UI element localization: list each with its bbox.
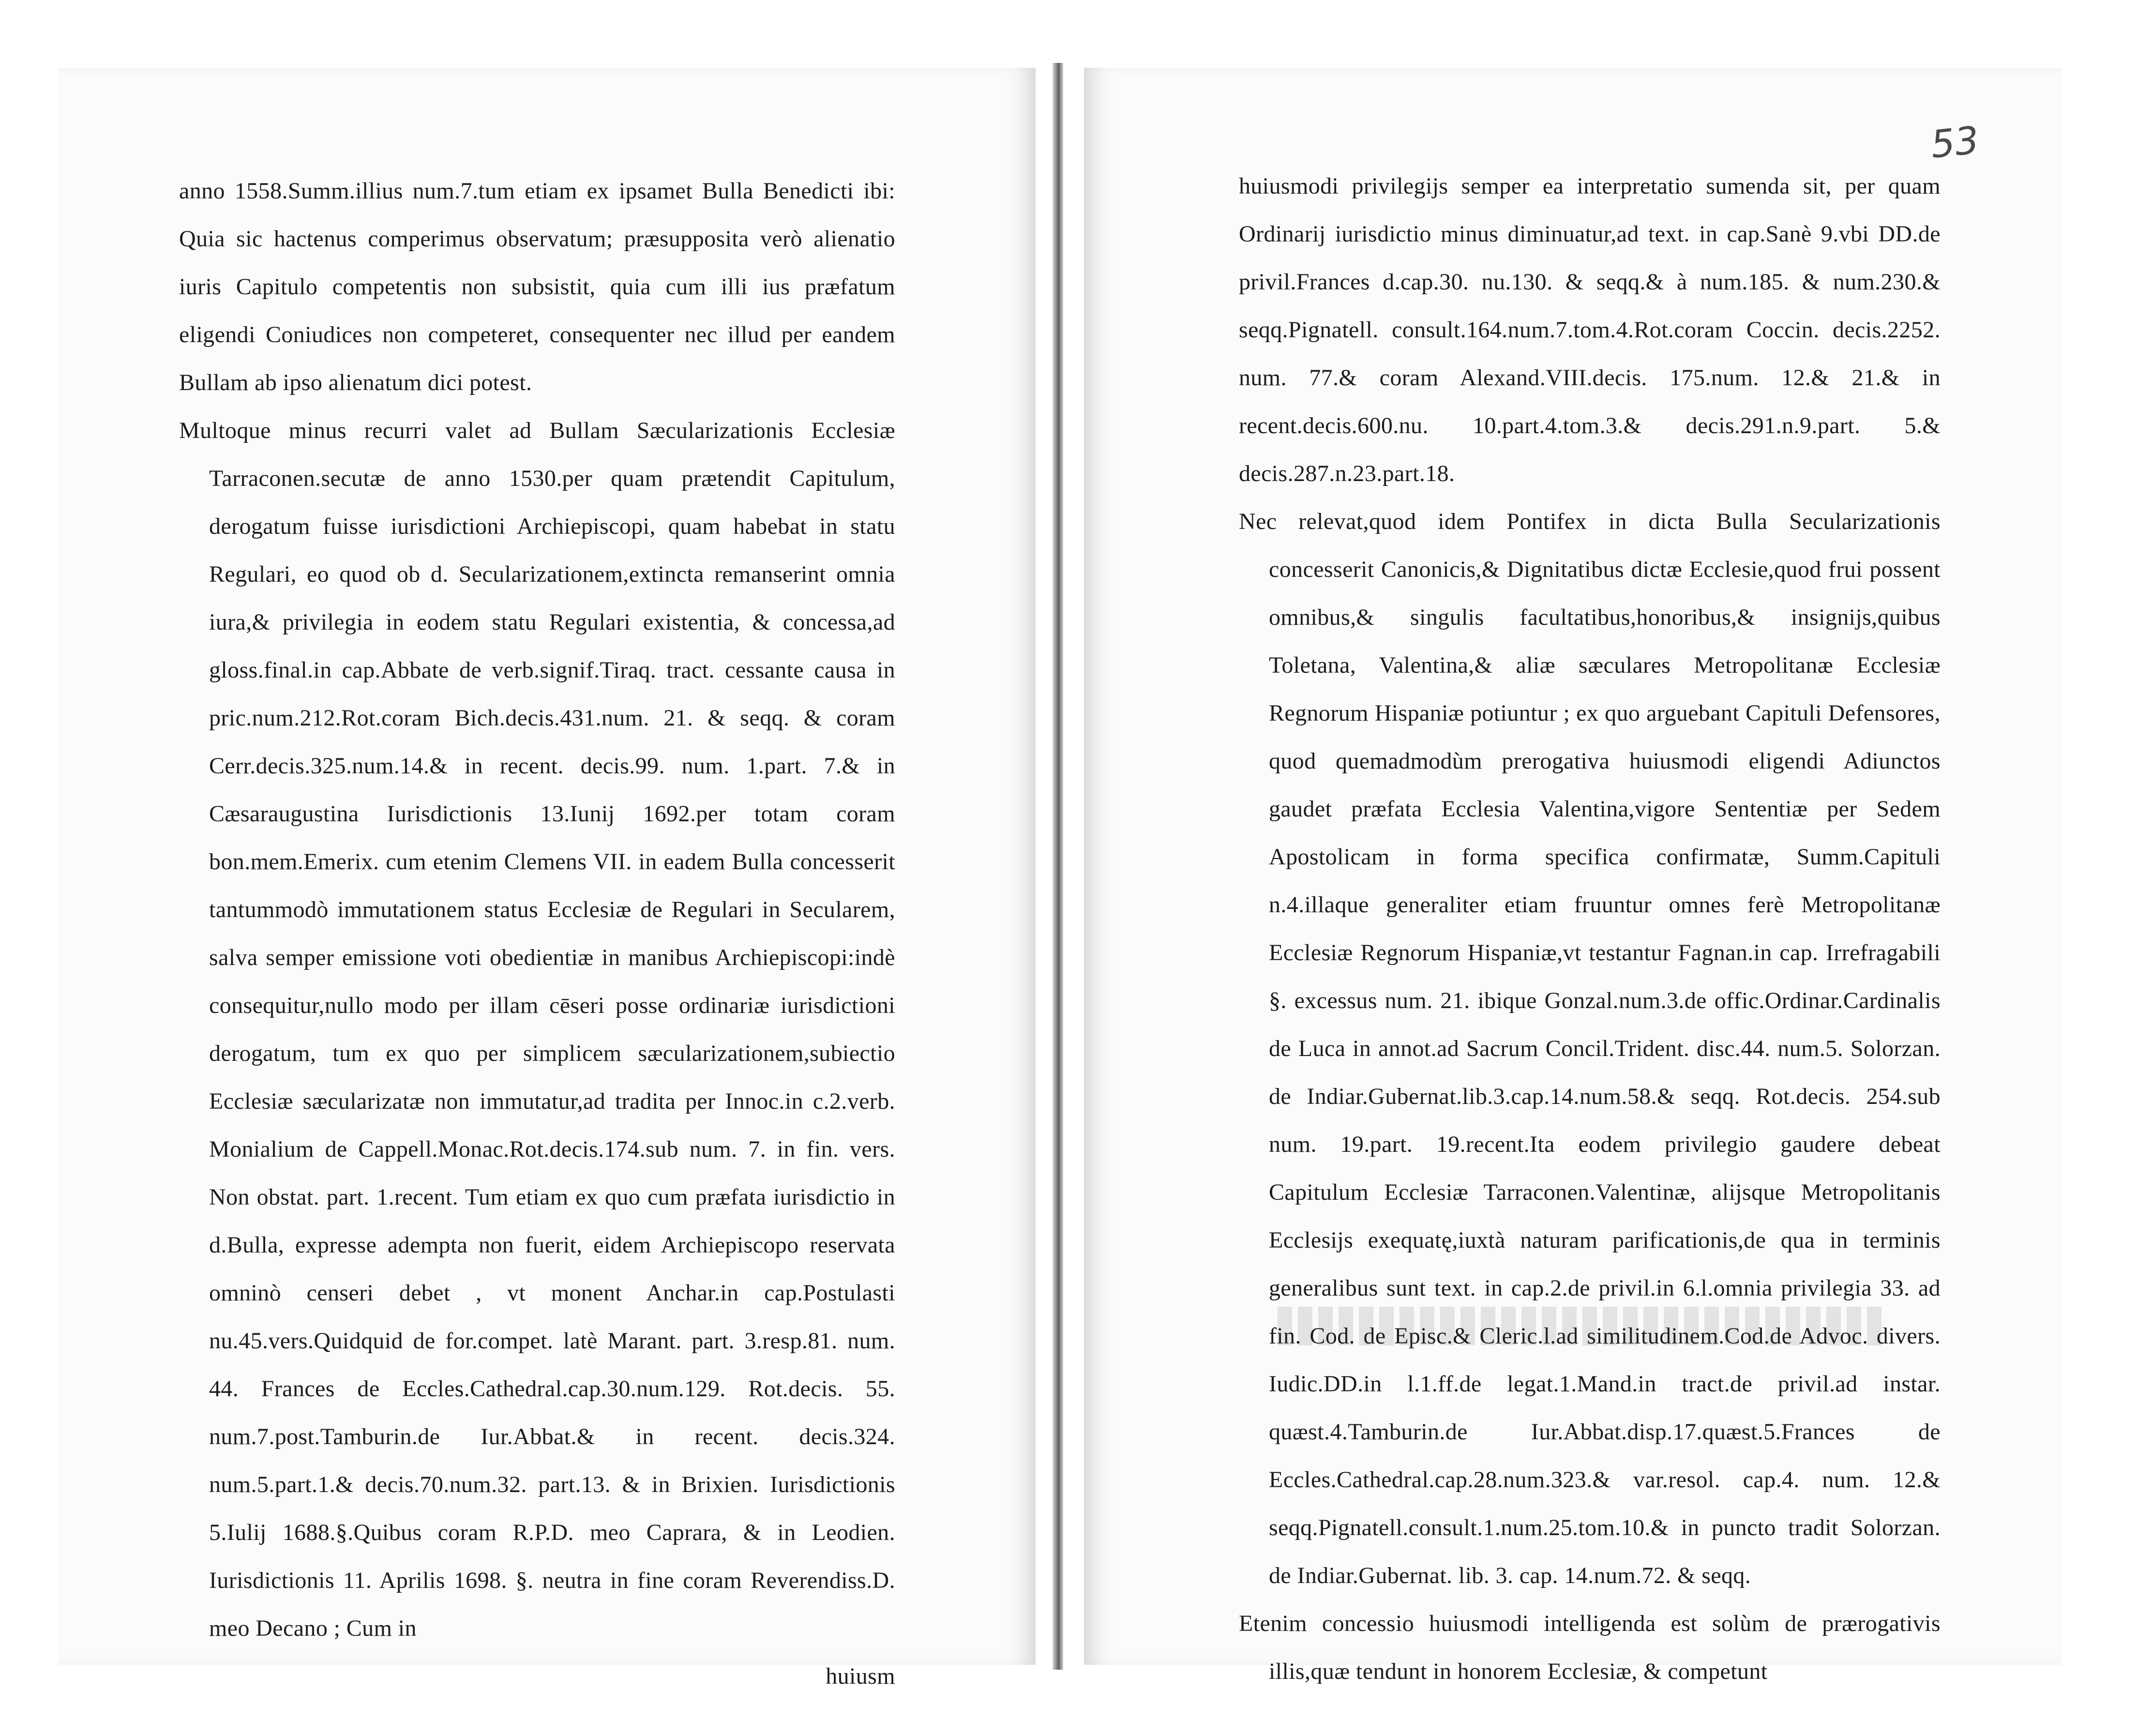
folio-number: 53 [1928, 119, 1981, 167]
right-paragraph-2: Nec relevat,quod idem Pontifex in dicta Bulla Secularizationis concesserit Canonicis,& Dignitatibus dictæ Ecclesie,quod frui possent omnibus,& singulis facultatibus,honoribus,& insignijs,quibus Toletana, Valentina,& aliæ sæculares Metropolitanæ Ecclesiæ Regnorum Hispaniæ potiuntur ; ex quo arguebant Capituli Defensores, quod quemadmodùm prerogativa huiusmodi eligendi Adiunctos gaudet præfata Ecclesia Valentina,vigore Sententiæ per Sedem Apostolicam in forma specifica confirmatæ, Summ.Capituli n.4.illaque generaliter etiam fruuntur omnes ferè Metropolitanæ Ecclesiæ Regnorum Hispaniæ,vt testantur Fagnan.in cap. Irrefragabili §. excessus num. 21. ibique Gonzal.num.3.de offic.Ordinar.Cardinalis de Luca in annot.ad Sacrum Concil.Trident. disc.44. num.5. Solorzan. de Indiar.Gubernat.lib.3.cap.14.num.58.& seqq. Rot.decis. 254.sub num. 19.part. 19.recent.Ita eodem privilegio gaudere debeat Capitulum Ecclesiæ Tarraconen.Valentinæ, alijsque Metropolitanis Ecclesijs exequatę,iuxtà naturam parificationis,de qua in terminis generalibus sunt text. in cap.2.de privil.in 6.l.omnia privilegia 33. ad fin. Cod. de Episc.& Cleric.l.ad similitudinem.Cod.de Advoc. divers. Iudic.DD.in l.1.ff.de legat.1.Mand.in tract.de privil.ad instar. quæst.4.Tamburin.de Iur.Abbat.disp.17.quæst.5.Frances de Eccles.Cathedral.cap.28.num.323.& var.resol. cap.4. num. 12.& seqq.Pignatell.consult.1.num.25.tom.10.& in puncto tradit Solorzan. de Indiar.Gubernat. lib. 3. cap. 14.num.72. & seqq. [1239, 509, 1941, 1588]
book-gutter [1053, 63, 1063, 1670]
left-paragraph-1: anno 1558.Summ.illius num.7.tum etiam ex ipsamet Bulla Benedicti ibi: Quia sic hactenus comperimus observatum; præsupposita verò alienatio iuris Capitulo competentis non subsistit, quia cum illi ius præfatum eligendi Coniudices non competeret, consequenter nec illud per eandem Bullam ab ipso alienatum dici potest. [179, 178, 895, 395]
left-paragraph-2: Multoque minus recurri valet ad Bullam Sæcularizationis Ecclesiæ Tarraconen.secutæ de anno 1530.per quam prætendit Capitulum, derogatum fuisse iurisdictioni Archiepiscopi, quam habebat in statu Regulari, eo quod ob d. Secularizationem,extincta remanserint omnia iura,& privilegia in eodem statu Regulari existentia, & concessa,ad gloss.final.in cap.Abbate de verb.signif.Tiraq. tract. cessante causa in pric.num.212.Rot.coram Bich.decis.431.num. 21. & seqq. & coram Cerr.decis.325.num.14.& in recent. decis.99. num. 1.part. 7.& in Cæsaraugustina Iurisdictionis 13.Iunij 1692.per totam coram bon.mem.Emerix. cum etenim Clemens VII. in eadem Bulla concesserit tantummodò immutationem status Ecclesiæ de Regulari in Secularem, salva semper emissione voti obedientiæ in manibus Archiepiscopi:indè consequitur,nullo modo per illam cēseri posse ordinariæ iurisdictioni derogatum, tum ex quo per simplicem sæcularizationem,subiectio Ecclesiæ sæcularizatæ non immutatur,ad tradita per Innoc.in c.2.verb. Monialium de Cappell.Monac.Rot.decis.174.sub num. 7. in fin. vers. Non obstat. part. 1.recent. Tum etiam ex quo cum præfata iurisdictio in d.Bulla, expresse adempta non fuerit, eidem Archiepiscopo reservata omninò censeri debet , vt monent Anchar.in cap.Postulasti nu.45.vers.Quidquid de for.compet. latè Marant. part. 3.resp.81. num. 44. Frances de Eccles.Cathedral.cap.30.num.129. Rot.decis. 55. num.7.post.Tamburin.de Iur.Abbat.& in recent. decis.324. num.5.part.1.& decis.70.num.32. part.13. & in Brixien. Iurisdictionis 5.Iulij 1688.§.Quibus coram R.P.D. meo Caprara, & in Leodien. Iurisdictionis 11. Aprilis 1698. §. neutra in fine coram Reverendiss.D. meo Decano ; Cum in [179, 418, 895, 1641]
right-paragraph-1: huiusmodi privilegijs semper ea interpretatio sumenda sit, per quam Ordinarij iurisdictio minus diminuatur,ad text. in cap.Sanè 9.vbi DD.de privil.Frances d.cap.30. nu.130. & seqq.& à num.185. & num.230.& seqq.Pignatell. consult.164.num.7.tom.4.Rot.coram Coccin. decis.2252. num. 77.& coram Alexand.VIII.decis. 175.num. 12.& 21.& in recent.decis.600.nu. 10.part.4.tom.3.& decis.291.n.9.part. 5.& decis.287.n.23.part.18. [1239, 173, 1941, 486]
show-through-text [1278, 1307, 1882, 1345]
left-page-text [179, 167, 895, 1700]
right-page-text [1239, 162, 1941, 1695]
left-catchword: huiusm [826, 1663, 895, 1689]
right-paragraph-3: Etenim concessio huiusmodi intelligenda est solùm de prærogativis illis,quæ tendunt in honorem Ecclesiæ, & competunt [1239, 1611, 1941, 1684]
